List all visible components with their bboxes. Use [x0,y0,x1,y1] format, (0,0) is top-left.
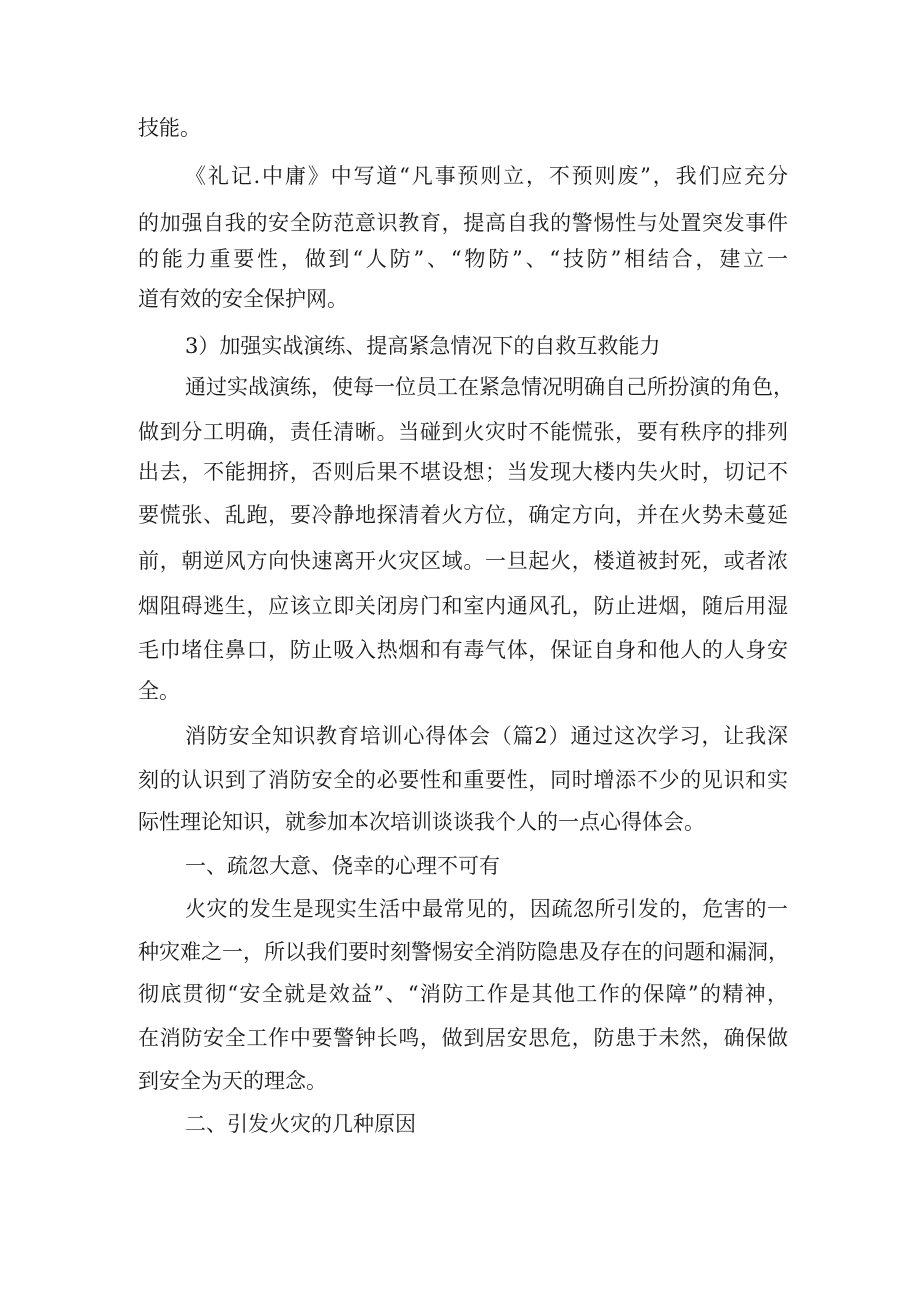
paragraph-line: 消防安全知识教育培训心得体会（篇2）通过这次学习，让我深 [185,724,788,748]
paragraph-line: 全。 [138,679,180,703]
paragraph-line: 的能力重要性，做到“人防”、“物防”、“技防”相结合，建立一 [138,247,788,271]
paragraph-line: 在消防安全工作中要警钟长鸣，做到居安思危，防患于未然，确保做 [138,1026,788,1050]
paragraph-line: 的加强自我的安全防范意识教育，提高自我的警惕性与处置突发事件 [138,211,788,235]
section-heading: 二、引发火灾的几种原因 [185,1112,416,1136]
paragraph-line: 烟阻碍逃生，应该立即关闭房门和室内通风孔，防止进烟，随后用湿 [138,594,788,618]
paragraph-line: 火灾的发生是现实生活中最常见的，因疏忽所引发的，危害的一 [185,897,788,921]
section-heading: 3）加强实战演练、提高紧急情况下的自救互救能力 [185,334,661,358]
paragraph-line: 到安全为天的理念。 [138,1069,327,1093]
paragraph-line: 做到分工明确，责任清晰。当碰到火灾时不能慌张，要有秩序的排列 [138,420,788,444]
paragraph-line: 前，朝逆风方向快速离开火灾区域。一旦起火，楼道被封死，或者浓 [138,549,788,573]
paragraph-line: 刻的认识到了消防安全的必要性和重要性，同时增添不少的见识和实 [138,768,788,792]
paragraph-line: 毛巾堵住鼻口，防止吸入热烟和有毒气体，保证自身和他人的人身安 [138,638,788,662]
paragraph-line: 际性理论知识，就参加本次培训谈谈我个人的一点心得体会。 [138,810,705,834]
paragraph-line: 通过实战演练，使每一位员工在紧急情况明确自己所扮演的角色， [185,375,794,399]
paragraph-line: 种灾难之一，所以我们要时刻警惕安全消防隐患及存在的问题和漏洞， [138,940,789,964]
paragraph-line: 彻底贯彻“安全就是效益”、“消防工作是其他工作的保障”的精神， [138,982,788,1006]
section-heading: 一、疏忽大意、侥幸的心理不可有 [185,854,500,878]
paragraph-line: 道有效的安全保护网。 [138,287,348,311]
paragraph-line: 要慌张、乱跑，要冷静地探清着火方位，确定方向，并在火势未蔓延 [138,503,788,527]
paragraph-line: 《礼记.中庸》中写道“凡事预则立，不预则废”，我们应充分 [185,164,788,188]
paragraph-line: 出去，不能拥挤，否则后果不堪设想；当发现大楼内失火时，切记不 [138,460,788,484]
paragraph-line: 技能。 [138,116,201,140]
